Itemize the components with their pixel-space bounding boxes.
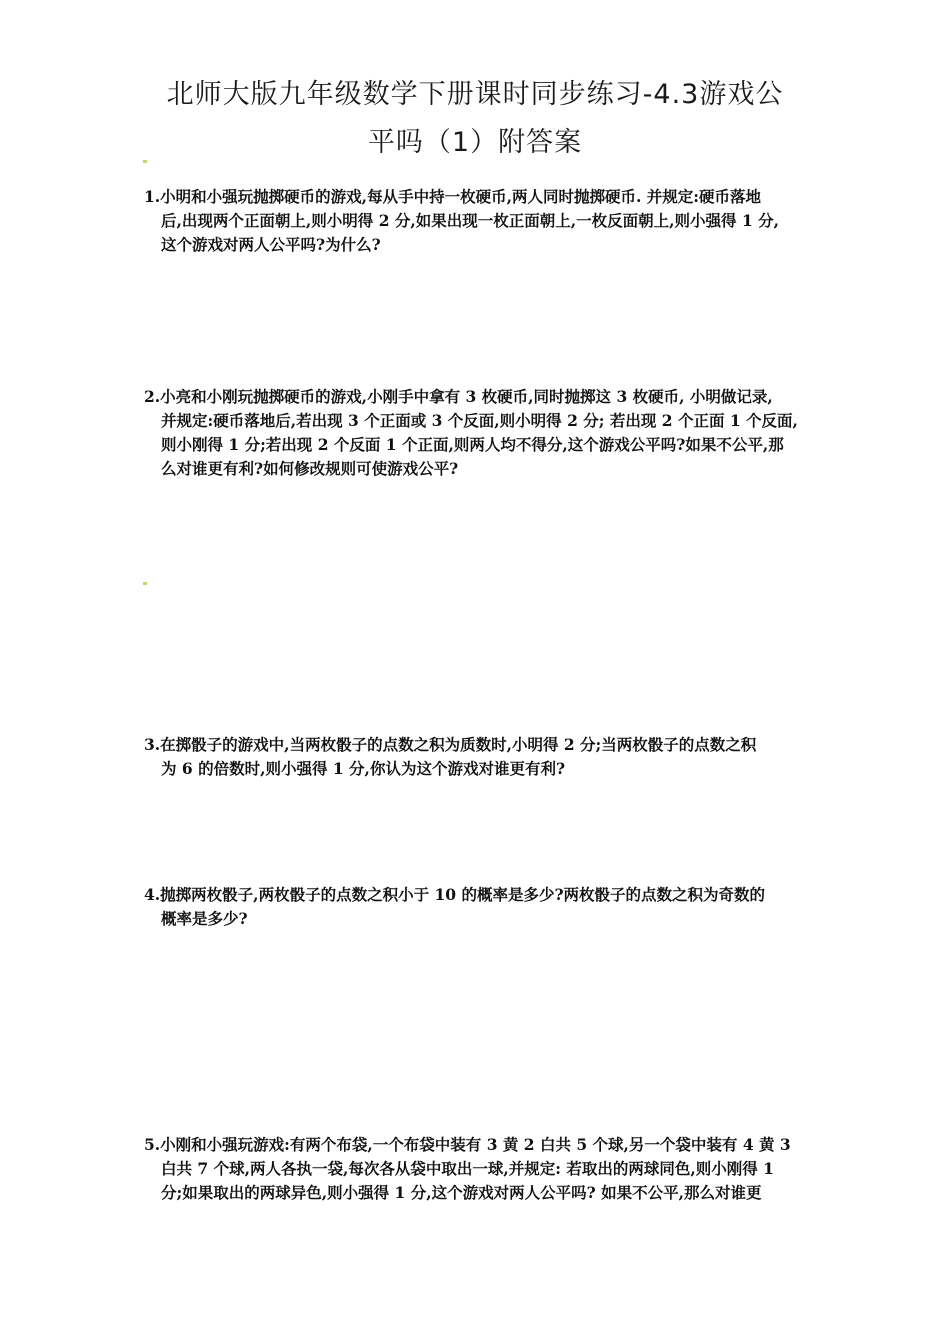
question-4 bbox=[144, 883, 824, 931]
question-2 bbox=[144, 385, 824, 481]
document-title-line-2: 平吗（1）附答案 bbox=[367, 127, 583, 158]
question-5-line: 分;如果取出的两球异色,则小强得 1 分,这个游戏对两人公平吗? 如果不公平,那么对谁更 bbox=[161, 1183, 762, 1202]
question-2-line: 么对谁更有利?如何修改规则可使游戏公平? bbox=[161, 459, 459, 478]
question-4-line: 概率是多少? bbox=[161, 909, 248, 928]
question-5-line: 白共 7 个球,两人各执一袋,每次各从袋中取出一球,并规定: 若取出的两球同色,则小刚得 1 bbox=[161, 1159, 774, 1178]
question-1 bbox=[144, 185, 824, 257]
document-title-line-1: 北师大版九年级数学下册课时同步练习-4.3游戏公 bbox=[166, 79, 784, 110]
decorative-mark bbox=[143, 160, 147, 163]
question-5 bbox=[144, 1133, 824, 1205]
question-1-line: 这个游戏对两人公平吗?为什么? bbox=[161, 235, 381, 254]
question-3-line: 3.在掷骰子的游戏中,当两枚骰子的点数之积为质数时,小明得 2 分;当两枚骰子的点数之积 bbox=[144, 735, 757, 754]
question-3 bbox=[144, 733, 824, 781]
question-1-line: 1.小明和小强玩抛掷硬币的游戏,每从手中持一枚硬币,两人同时抛掷硬币. 并规定:硬币落地 bbox=[144, 187, 761, 206]
question-2-line: 并规定:硬币落地后,若出现 3 个正面或 3 个反面,则小明得 2 分; 若出现 2 个正面 1 个反面, bbox=[161, 411, 798, 430]
question-2-line: 2.小亮和小刚玩抛掷硬币的游戏,小刚手中拿有 3 枚硬币,同时抛掷这 3 枚硬币, 小明做记录, bbox=[144, 387, 773, 406]
decorative-mark bbox=[143, 582, 147, 585]
question-3-line: 为 6 的倍数时,则小强得 1 分,你认为这个游戏对谁更有利? bbox=[161, 759, 566, 778]
question-2-line: 则小刚得 1 分;若出现 2 个反面 1 个正面,则两人均不得分,这个游戏公平吗?如果不公平,那 bbox=[161, 435, 784, 454]
question-4-line: 4.抛掷两枚骰子,两枚骰子的点数之积小于 10 的概率是多少?两枚骰子的点数之积为奇数的 bbox=[144, 885, 766, 904]
question-5-line: 5.小刚和小强玩游戏:有两个布袋,一个布袋中装有 3 黄 2 白共 5 个球,另一个袋中装有 4 黄 3 bbox=[144, 1135, 791, 1154]
question-1-line: 后,出现两个正面朝上,则小明得 2 分,如果出现一枚正面朝上,一枚反面朝上,则小强得 1 分, bbox=[161, 211, 780, 230]
